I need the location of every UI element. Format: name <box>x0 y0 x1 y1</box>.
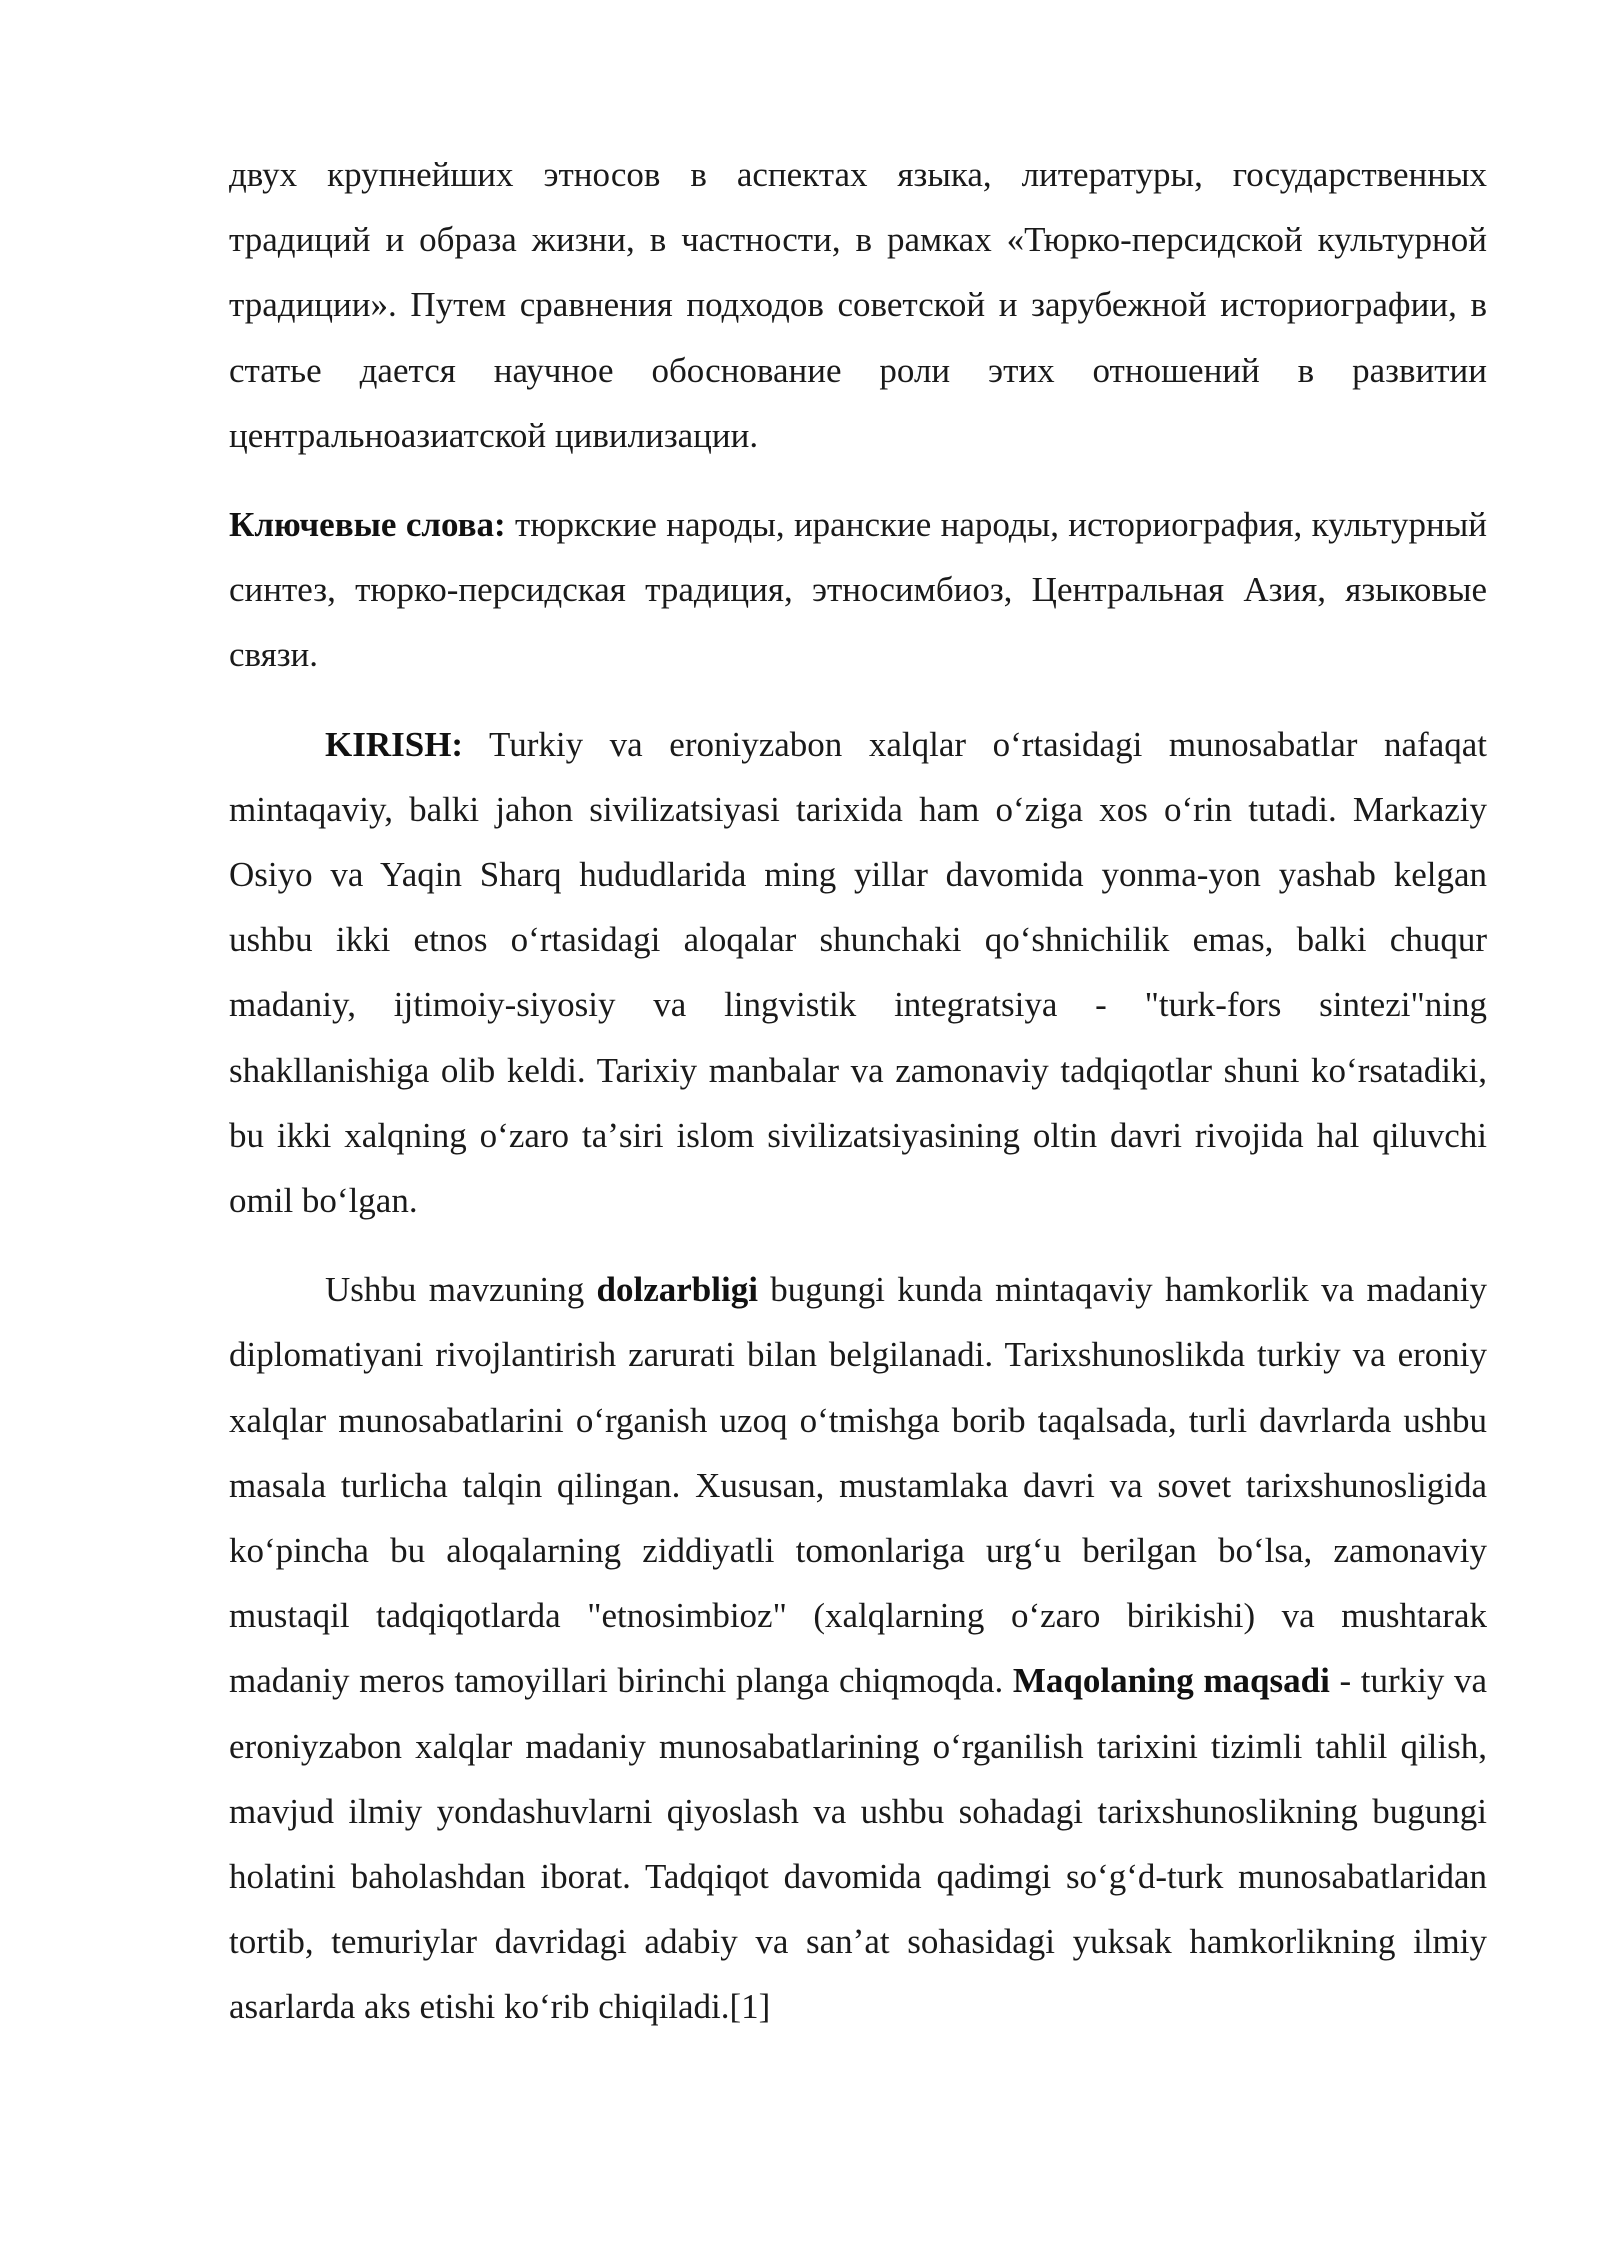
relevance-text-3: - turkiy va eroniyzabon xalqlar madaniy munosabatlarining oʻrganilish tarixini tizimli tahlil qilish, mavjud ilmiy yondashuvlarni qiyoslash va ushbu sohadagi tarixshunoslikning bugungi holatini baholashdan iborat. Tadqiqot davomida qadimgi soʻgʻd-turk munosabatlaridan tortib, temuriylar davridagi adabiy va sanʼat sohasidagi yuksak hamkorlikning ilmiy asarlarda aks etishi koʻrib chiqiladi.[1] <box>229 1661 1488 2027</box>
intro-label: KIRISH: <box>325 724 464 764</box>
relevance-text-1: Ushbu mavzuning <box>325 1270 597 1310</box>
abstract-paragraph <box>229 142 1487 468</box>
relevance-text-2: bugungi kunda mintaqaviy hamkorlik va madaniy diplomatiyani rivojlantirish zarurati bilan belgilanadi. Tarixshunoslikda turkiy va eroniy xalqlar munosabatlarini oʻrganish uzoq oʻtmishga borib taqalsada, turli davrlarda ushbu masala turlicha talqin qilingan. Xususan, mustamlaka davri va sovet tarixshunosligida koʻpincha bu aloqalarning ziddiyatli tomonlariga urgʻu berilgan boʻlsa, zamonaviy mustaqil tadqiqotlarda "etnosimbioz" (xalqlarning oʻzaro birikishi) va mushtarak madaniy meros tamoyillari birinchi planga chiqmoqda. <box>229 1270 1487 1701</box>
document-page <box>229 142 1487 2064</box>
abstract-text: двух крупнейших этносов в аспектах языка, литературы, государственных традиций и образа жизни, в частности, в рамках «Тюрко-персидской культурной традиции». Путем сравнения подходов советской и зарубежной историографии, в статье дается научное обоснование роли этих отношений в развитии центральноазиатской цивилизации. <box>229 155 1487 455</box>
goal-bold-term: Maqolaning maqsadi <box>1012 1661 1330 1701</box>
keywords-text: тюркские народы, иранские народы, историография, культурный синтез, тюрко-персидская традиция, этносимбиоз, Центральная Азия, языковые связи. <box>229 505 1487 675</box>
keywords-label: Ключевые слова: <box>229 505 506 545</box>
intro-text: Turkiy va eroniyzabon xalqlar oʻrtasidagi munosabatlar nafaqat mintaqaviy, balki jahon sivilizatsiyasi tarixida ham oʻziga xos oʻrin tutadi. Markaziy Osiyo va Yaqin Sharq hududlarida ming yillar davomida yonma-yon yashab kelgan ushbu ikki etnos oʻrtasidagi aloqalar shunchaki qoʻshnichilik emas, balki chuqur madaniy, ijtimoiy-siyosiy va lingvistik integratsiya - "turk-fors sintezi"ning shakllanishiga olib keldi. Tarixiy manbalar va zamonaviy tadqiqotlar shuni koʻrsatadiki, bu ikki xalqning oʻzaro taʼsiri islom sivilizatsiyasining oltin davri rivojida hal qiluvchi omil boʻlgan. <box>229 724 1487 1221</box>
intro-paragraph <box>229 712 1487 1234</box>
keywords-paragraph <box>229 492 1487 688</box>
relevance-paragraph <box>229 1257 1487 2039</box>
relevance-bold-term: dolzarbligi <box>596 1270 758 1310</box>
